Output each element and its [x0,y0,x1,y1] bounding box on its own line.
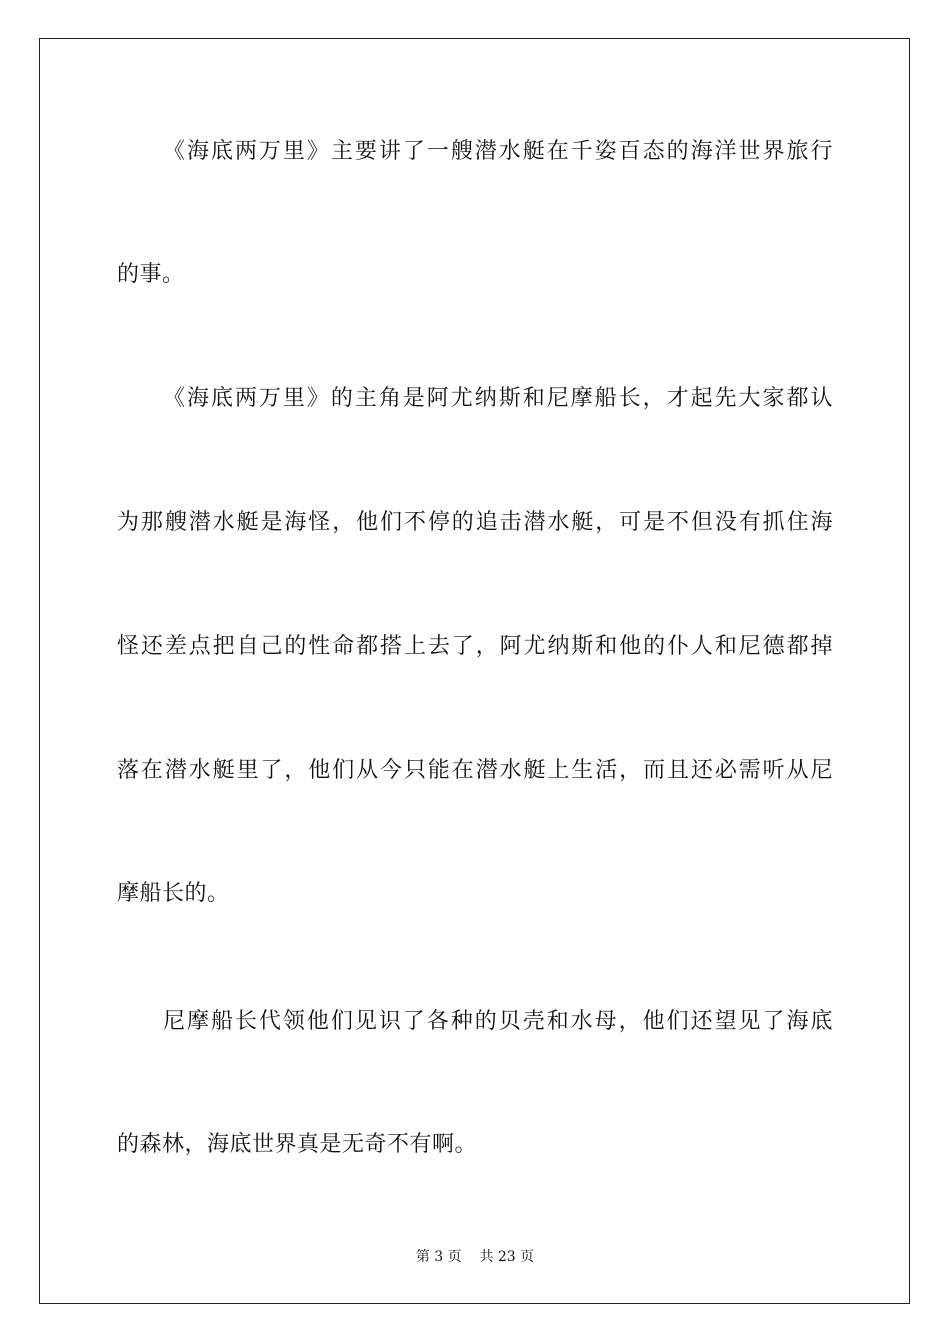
paragraph-3-line-1: 尼摩船长代领他们见识了各种的贝壳和水母，他们还望见了海底 [163,1009,833,1034]
page-footer [0,1248,950,1266]
page-number: 第 3 页 [415,1249,462,1265]
paragraph-2-line-3: 怪还差点把自己的性命都搭上去了，阿尤纳斯和他的仆人和尼德都掉 [117,634,833,659]
paragraph-2-line-2: 为那艘潜水艇是海怪，他们不停的追击潜水艇，可是不但没有抓住海 [117,510,833,535]
paragraph-1-line-2: 的事。 [117,262,185,287]
page-frame [39,38,910,1304]
paragraph-2-line-1: 《海底两万里》的主角是阿尤纳斯和尼摩船长，才起先大家都认 [163,386,833,411]
page-total: 共 23 页 [479,1249,535,1265]
paragraph-3-line-2: 的森林，海底世界真是无奇不有啊。 [117,1132,478,1157]
paragraph-1-line-1: 《海底两万里》主要讲了一艘潜水艇在千姿百态的海洋世界旅行 [163,139,833,164]
paragraph-2-line-5: 摩船长的。 [117,881,230,906]
paragraph-2-line-4: 落在潜水艇里了，他们从今只能在潜水艇上生活，而且还必需听从尼 [117,758,833,783]
